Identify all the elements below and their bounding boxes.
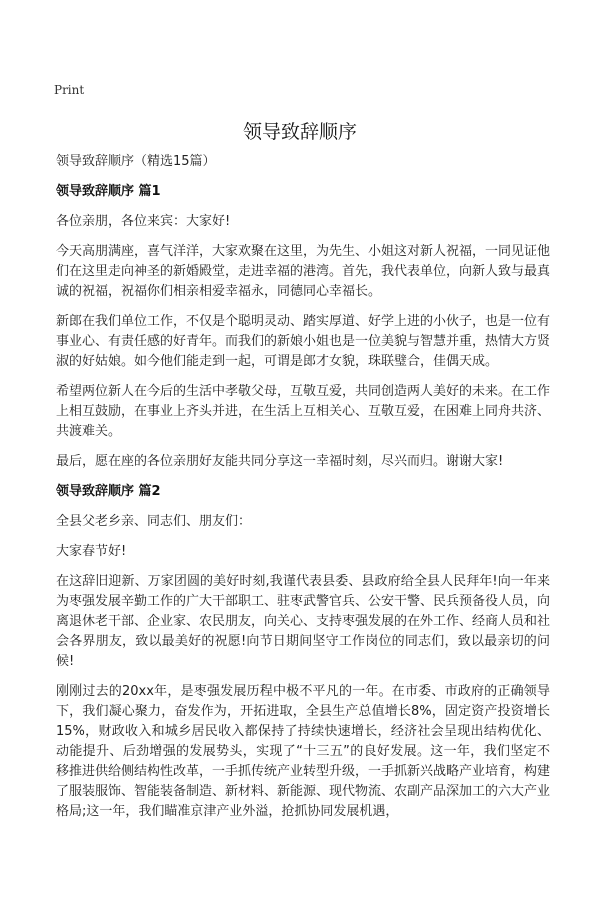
print-link[interactable]: Print bbox=[54, 83, 85, 97]
section-heading: 领导致辞顺序 篇1 bbox=[56, 184, 161, 199]
paragraph: 希望两位新人在今后的生活中孝敬父母，互敬互爱，共同创造两人美好的未来。在工作上相互鼓励，在事业上齐头并进，在生活上互相关心、互敬互爱，在困难上同舟共济、共渡难关。 bbox=[56, 384, 551, 439]
article-body bbox=[56, 152, 550, 832]
paragraph: 在这辞旧迎新、万家团圆的美好时刻,我谨代表县委、县政府给全县人民拜年!向一年来为枣强发展辛勤工作的广大干部职工、驻枣武警官兵、公安干警、民兵预备役人员，向离退休老干部、企业家、农民朋友，向关心、支持枣强发展的在外工作、经商人员和社会各界朋友，致以最美好的祝愿!向节日期间坚守工作岗位的同志们，致以最亲切的问候! bbox=[56, 574, 551, 669]
paragraph: 最后，愿在座的各位亲朋好友能共同分享这一幸福时刻，尽兴而归。谢谢大家! bbox=[56, 454, 504, 469]
paragraph: 全县父老乡亲、同志们、朋友们： bbox=[56, 514, 252, 529]
paragraph: 今天高朋满座，喜气洋洋，大家欢聚在这里，为先生、小姐这对新人祝福，一同见证他们在这里走向神圣的新婚殿堂，走进幸福的港湾。首先，我代表单位，向新人致与最真诚的祝福，祝福你们相亲相爱幸福永，同德同心幸福长。 bbox=[56, 244, 551, 299]
section-heading: 领导致辞顺序 篇2 bbox=[56, 484, 161, 499]
article-subtitle: 领导致辞顺序（精选15篇） bbox=[56, 154, 216, 169]
paragraph: 新郎在我们单位工作，不仅是个聪明灵动、踏实厚道、好学上进的小伙子，也是一位有事业心、有责任感的好青年。而我们的新娘小姐也是一位美貌与智慧并重，热情大方贤淑的好姑娘。如今他们能走到一起，可谓是郎才女貌，珠联璧合，佳偶天成。 bbox=[56, 314, 551, 369]
paragraph: 各位亲朋，各位来宾：大家好! bbox=[56, 214, 231, 229]
paragraph: 大家春节好! bbox=[56, 544, 127, 559]
paragraph: 刚刚过去的20xx年，是枣强发展历程中极不平凡的一年。在市委、市政府的正确领导下，我们凝心聚力，奋发作为，开拓进取，全县生产总值增长8%，固定资产投资增长15%，财政收入和城乡居民收入都保持了持续快速增长，经济社会呈现出结构优化、动能提升、后劲增强的发展势头，实现了“十三五”的良好发展。这一年，我们坚定不移推进供给侧结构性改革，一手抓传统产业转型升级，一手抓新兴战略产业培育，构建了服装服饰、智能装备制造、新材料、新能源、现代物流、农副产品深加工的六大产业格局;这一年，我们瞄准京津产业外溢，抢抓协同发展机遇， bbox=[56, 684, 551, 819]
page-title: 领导致辞顺序 bbox=[242, 121, 357, 143]
